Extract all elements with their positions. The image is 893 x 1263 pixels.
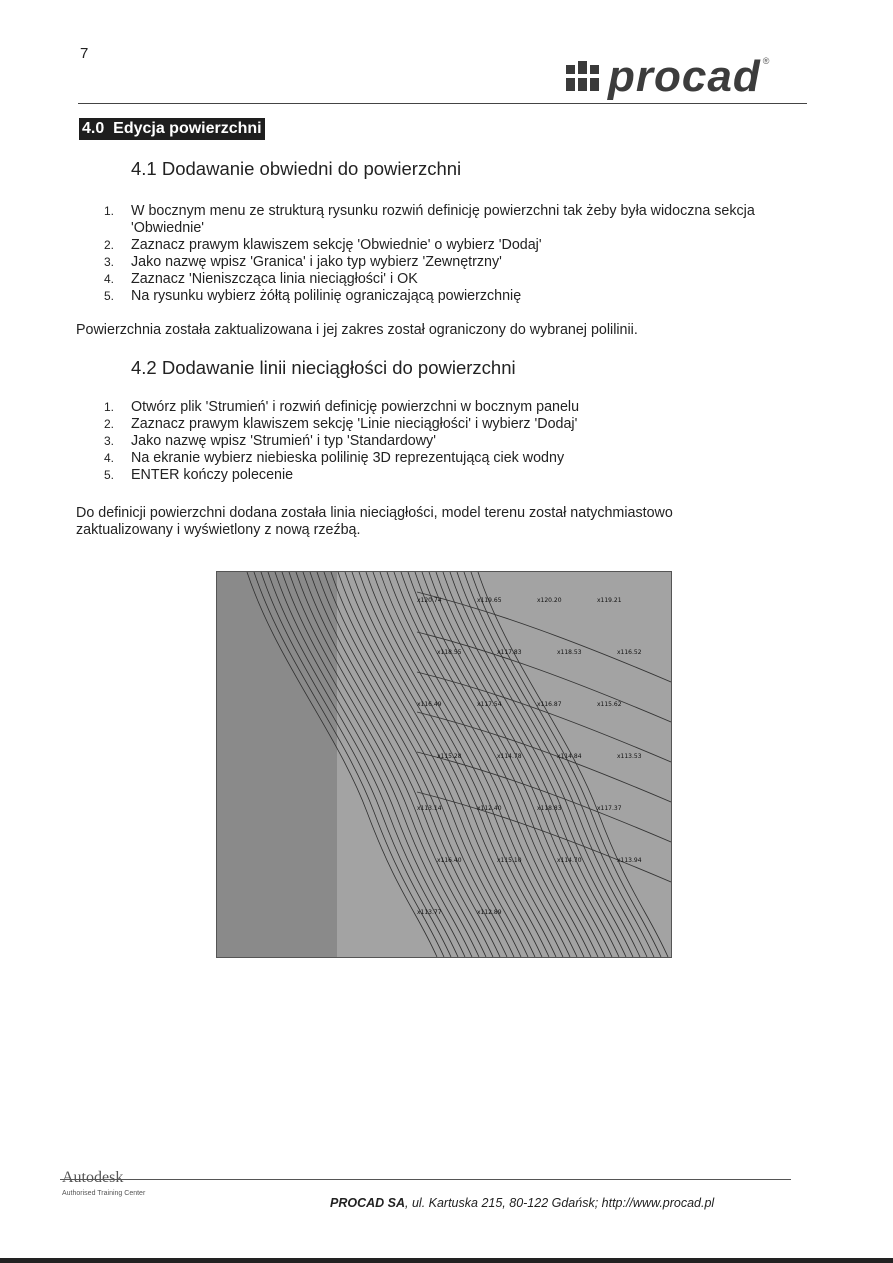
elevation-label: x120.74	[417, 597, 442, 604]
scan-edge-bar	[0, 1258, 893, 1263]
page-number: 7	[80, 45, 89, 62]
elevation-label: x114.70	[557, 857, 582, 864]
contour-map	[217, 572, 671, 957]
step-number: 2.	[104, 238, 115, 252]
list-item	[104, 416, 804, 433]
step-text: Zaznacz prawym klawiszem sekcję 'Linie nieciągłości' i wybierz 'Dodaj'	[131, 416, 578, 432]
elevation-label: x116.52	[617, 649, 642, 656]
logo-text: procad	[608, 52, 761, 101]
subsection-heading-4-2: 4.2 Dodawanie linii nieciągłości do powierzchni	[131, 357, 516, 378]
step-text: ENTER kończy polecenie	[131, 467, 294, 483]
list-item	[104, 271, 814, 288]
step-text: Zaznacz 'Nieniszcząca linia nieciągłości' i OK	[131, 271, 418, 287]
header-rule	[78, 103, 807, 104]
footer-address-text: , ul. Kartuska 215, 80-122 Gdańsk; http://www.procad.pl	[405, 1196, 715, 1210]
list-item	[104, 450, 804, 467]
list-item	[104, 467, 804, 484]
elevation-label: x113.53	[617, 753, 642, 760]
step-text: Jako nazwę wpisz 'Strumień' i typ 'Standardowy'	[131, 433, 436, 449]
step-text-continuation: 'Obwiednie'	[131, 220, 205, 236]
footer-company: PROCAD SA	[330, 1196, 406, 1210]
autodesk-subtitle: Authorised Training Center	[62, 1190, 146, 1197]
elevation-label: x118.55	[437, 649, 462, 656]
list-item	[104, 237, 814, 254]
footer-rule	[60, 1179, 791, 1180]
elevation-label: x113.77	[417, 909, 442, 916]
step-number: 1.	[104, 400, 115, 414]
elevation-label: x116.49	[417, 701, 442, 708]
elevation-label: x117.37	[597, 805, 622, 812]
list-item	[104, 203, 814, 237]
step-text: W bocznym menu ze strukturą rysunku rozwiń definicję powierzchni tak żeby była widoczna sekcja	[131, 203, 755, 219]
section-heading	[79, 118, 265, 140]
steps-list-4-2	[104, 399, 804, 484]
step-text: Otwórz plik 'Strumień' i rozwiń definicję powierzchni w bocznym panelu	[131, 399, 580, 415]
procad-logo-icon	[566, 59, 602, 95]
elevation-label: x118.53	[557, 649, 582, 656]
list-item	[104, 399, 804, 416]
map-left-region	[217, 572, 337, 957]
step-text: Na rysunku wybierz żółtą polilinię ograniczającą powierzchnię	[131, 288, 522, 304]
elevation-label: x113.14	[417, 805, 442, 812]
step-text: Na ekranie wybierz niebieska polilinię 3D reprezentującą ciek wodny	[131, 450, 565, 466]
step-number: 5.	[104, 289, 115, 303]
step-number: 3.	[104, 255, 115, 269]
elevation-label: x119.21	[597, 597, 622, 604]
list-item	[104, 254, 814, 271]
surface-contour-figure	[216, 571, 672, 958]
step-text: Jako nazwę wpisz 'Granica' i jako typ wybierz 'Zewnętrzny'	[131, 254, 502, 270]
elevation-label: x116.87	[537, 701, 562, 708]
section-number: 4.0	[82, 120, 105, 137]
result-line-2: zaktualizowany i wyświetlony z nową rzeźbą.	[76, 522, 361, 538]
step-number: 3.	[104, 434, 115, 448]
step-number: 2.	[104, 417, 115, 431]
subsection-heading-4-1: 4.1 Dodawanie obwiedni do powierzchni	[131, 158, 462, 179]
step-number: 5.	[104, 468, 115, 482]
step-number: 4.	[104, 451, 115, 465]
autodesk-logo: Autodesk	[62, 1169, 124, 1186]
elevation-label: x119.65	[477, 597, 502, 604]
result-line-1: Do definicji powierzchni dodana została linia nieciągłości, model terenu został natychmiastowo	[76, 505, 673, 521]
elevation-label: x116.40	[437, 857, 462, 864]
elevation-label: x114.78	[497, 753, 522, 760]
elevation-label: x117.54	[477, 701, 502, 708]
elevation-label: x113.94	[617, 857, 642, 864]
elevation-label: x120.20	[537, 597, 562, 604]
list-item	[104, 433, 804, 450]
step-number: 4.	[104, 272, 115, 286]
elevation-label: x115.62	[597, 701, 622, 708]
step-number: 1.	[104, 204, 115, 218]
elevation-label: x112.89	[477, 909, 502, 916]
result-paragraph-4-2	[76, 505, 801, 539]
step-text: Zaznacz prawym klawiszem sekcję 'Obwiednie' o wybierz 'Dodaj'	[131, 237, 542, 253]
logo-registered-mark: ®	[762, 56, 770, 66]
list-item	[104, 288, 814, 305]
elevation-label: x117.83	[497, 649, 522, 656]
section-title: Edycja powierzchni	[113, 120, 262, 137]
elevation-label: x115.28	[437, 753, 462, 760]
result-paragraph-4-1: Powierzchnia została zaktualizowana i jej zakres został ograniczony do wybranej polilinii.	[76, 322, 638, 338]
elevation-label: x118.83	[537, 805, 562, 812]
elevation-label: x114.84	[557, 753, 582, 760]
steps-list-4-1	[104, 203, 814, 305]
elevation-label: x112.40	[477, 805, 502, 812]
footer-address	[330, 1196, 714, 1210]
elevation-label: x115.10	[497, 857, 522, 864]
procad-logo	[566, 52, 769, 102]
